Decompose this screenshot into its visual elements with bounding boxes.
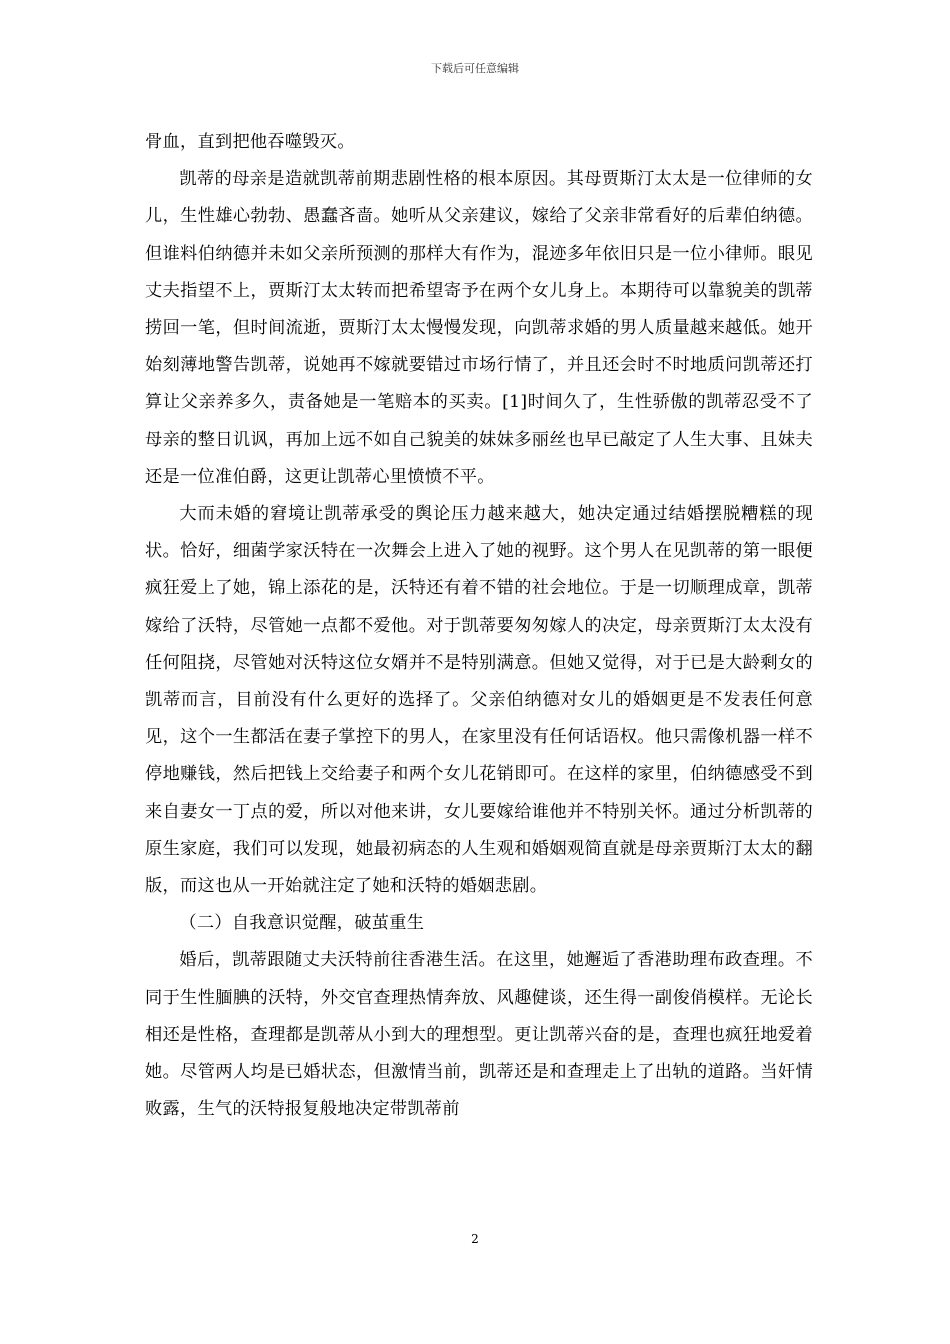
paragraph: 凯蒂的母亲是造就凯蒂前期悲剧性格的根本原因。其母贾斯汀太太是一位律师的女儿，生性雄心勃勃、愚蠢吝啬。她听从父亲建议，嫁给了父亲非常看好的后辈伯纳德。但谁料伯纳德并未如父亲所预测的那样大有作为，混迹多年依旧只是一位小律师。眼见丈夫指望不上，贾斯汀太太转而把希望寄予在两个女儿身上。本期待可以靠貌美的凯蒂捞回一笔，但时间流逝，贾斯汀太太慢慢发现，向凯蒂求婚的男人质量越来越低。她开始刻薄地警告凯蒂，说她再不嫁就要错过市场行情了，并且还会时不时地质问凯蒂还打算让父亲养多久，责备她是一笔赔本的买卖。[1]时间久了，生性骄傲的凯蒂忍受不了母亲的整日讥讽，再加上远不如自己貌美的妹妹多丽丝也早已敲定了人生大事、且妹夫还是一位准伯爵，这更让凯蒂心里愤愤不平。 — [145, 169, 813, 487]
document-body — [145, 124, 813, 1128]
page-number: 2 — [471, 1232, 479, 1246]
paragraph: 大而未婚的窘境让凯蒂承受的舆论压力越来越大，她决定通过结婚摆脱糟糕的现状。恰好，细菌学家沃特在一次舞会上进入了她的视野。这个男人在见凯蒂的第一眼便疯狂爱上了她，锦上添花的是，沃特还有着不错的社会地位。于是一切顺理成章，凯蒂嫁给了沃特，尽管她一点都不爱他。对于凯蒂要匆匆嫁人的决定，母亲贾斯汀太太没有任何阻挠，尽管她对沃特这位女婿并不是特别满意。但她又觉得，对于已是大龄剩女的凯蒂而言，目前没有什么更好的选择了。父亲伯纳德对女儿的婚姻更是不发表任何意见，这个一生都活在妻子掌控下的男人，在家里没有任何话语权。他只需像机器一样不停地赚钱，然后把钱上交给妻子和两个女儿花销即可。在这样的家里，伯纳德感受不到来自妻女一丁点的爱，所以对他来讲，女儿要嫁给谁他并不特别关怀。通过分析凯蒂的原生家庭，我们可以发现，她最初病态的人生观和婚姻观简直就是母亲贾斯汀太太的翻版，而这也从一开始就注定了她和沃特的婚姻悲剧。 — [145, 504, 813, 897]
section-heading: （二）自我意识觉醒，破茧重生 — [179, 913, 425, 934]
paragraph: 骨血，直到把他吞噬毁灭。 — [145, 132, 355, 152]
paragraph: 婚后，凯蒂跟随丈夫沃特前往香港生活。在这里，她邂逅了香港助理布政查理。不同于生性腼腆的沃特，外交官查理热情奔放、风趣健谈，还生得一副俊俏模样。无论长相还是性格，查理都是凯蒂从小到大的理想型。更让凯蒂兴奋的是，查理也疯狂地爱着她。尽管两人均是已婚状态，但激情当前，凯蒂还是和查理走上了出轨的道路。当奸情败露，生气的沃特报复般地决定带凯蒂前 — [145, 950, 813, 1120]
page-header: 下载后可任意编辑 — [431, 62, 519, 75]
